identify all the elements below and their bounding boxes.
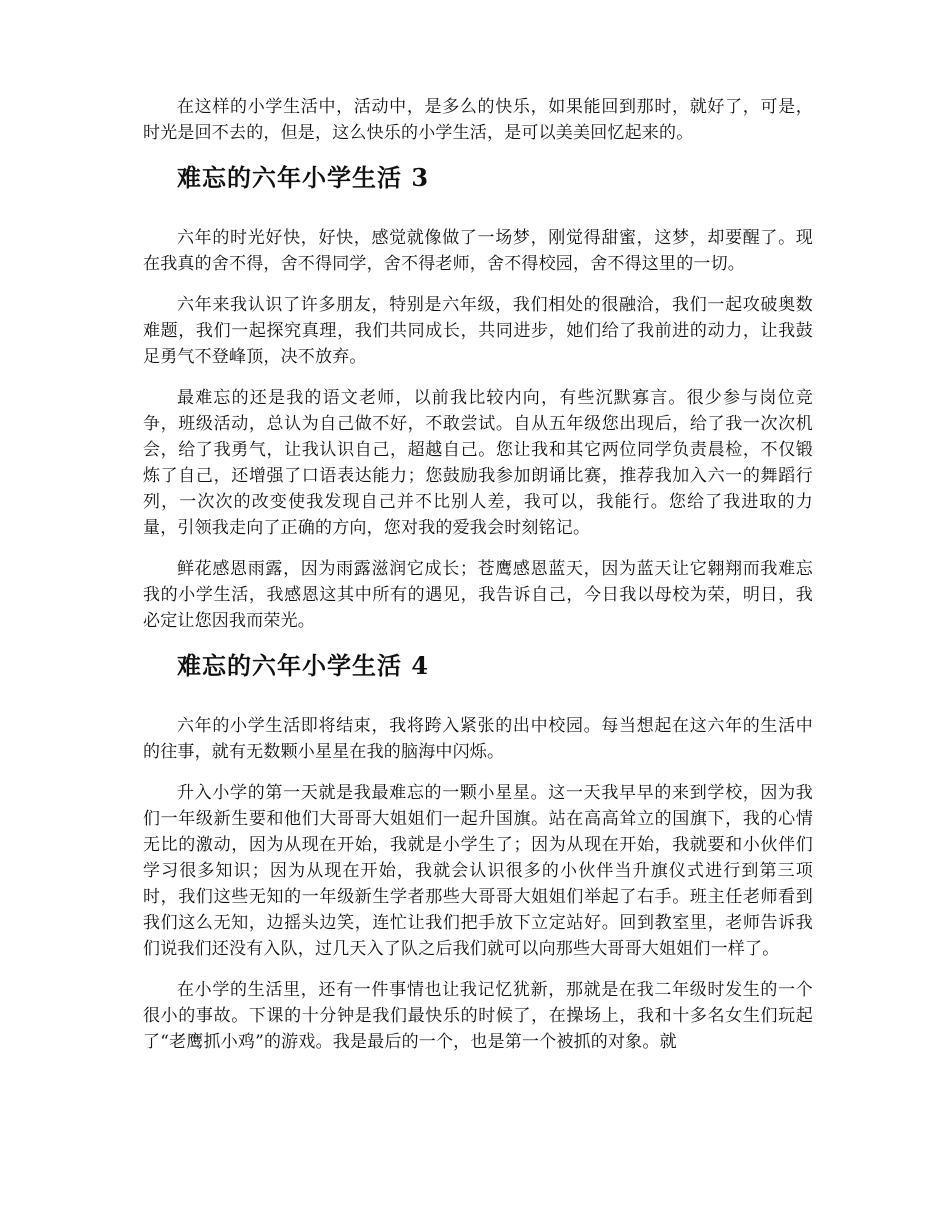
section-3-paragraph-1: 六年的时光好快，好快，感觉就像做了一场梦，刚觉得甜蜜，这梦，却要醒了。现在我真的舍不得，舍不得同学，舍不得老师，舍不得校园，舍不得这里的一切。: [143, 228, 813, 274]
intro-paragraph: 在这样的小学生活中，活动中，是多么的快乐，如果能回到那时，就好了，可是，时光是回不去的，但是，这么快乐的小学生活，是可以美美回忆起来的。: [143, 97, 813, 143]
document-body: [143, 94, 813, 1070]
section-3-paragraph-2: 六年来我认识了许多朋友，特别是六年级，我们相处的很融洽，我们一起攻破奥数难题，我们一起探究真理，我们共同成长，共同进步，她们给了我前进的动力，让我鼓足勇气不登峰顶，决不放弃。: [143, 295, 813, 367]
section-3-paragraph-4: 鲜花感恩雨露，因为雨露滋润它成长；苍鹰感恩蓝天，因为蓝天让它翱翔而我难忘我的小学生活，我感恩这其中所有的遇见，我告诉自己，今日我以母校为荣，明日，我必定让您因我而荣光。: [143, 559, 813, 631]
section-3-paragraph-3: 最难忘的还是我的语文老师，以前我比较内向，有些沉默寡言。很少参与岗位竞争，班级活动，总认为自己做不好，不敢尝试。自从五年级您出现后，给了我一次次机会，给了我勇气，让我认识自己，超越自己。您让我和其它两位同学负责晨检，不仅锻炼了自己，还增强了口语表达能力；您鼓励我参加朗诵比赛，推荐我加入六一的舞蹈行列，一次次的改变使我发现自己并不比别人差，我可以，我能行。您给了我进取的力量，引领我走向了正确的方向，您对我的爱我会时刻铭记。: [143, 388, 813, 538]
section-4-title: 难忘的六年小学生活 4: [177, 651, 430, 680]
section-4-paragraph-3: 在小学的生活里，还有一件事情也让我记忆犹新，那就是在我二年级时发生的一个很小的事故。下课的十分钟是我们最快乐的时候了，在操场上，我和十多名女生们玩起了“老鹰抓小鸡”的游戏。我是最后的一个，也是第一个被抓的对象。就: [143, 980, 813, 1052]
section-4-paragraph-2: 升入小学的第一天就是我最难忘的一颗小星星。这一天我早早的来到学校，因为我们一年级新生要和他们大哥哥大姐姐们一起升国旗。站在高高耸立的国旗下，我的心情无比的激动，因为从现在开始，我就是小学生了；因为从现在开始，我就要和小伙伴们学习很多知识；因为从现在开始，我就会认识很多的小伙伴当升旗仪式进行到第三项时，我们这些无知的一年级新生学者那些大哥哥大姐姐们举起了右手。班主任老师看到我们这么无知，边摇头边笑，连忙让我们把手放下立定站好。回到教室里，老师告诉我们说我们还没有入队，过几天入了队之后我们就可以向那些大哥哥大姐姐们一样了。: [143, 783, 813, 959]
section-4-paragraph-1: 六年的小学生活即将结束，我将跨入紧张的出中校园。每当想起在这六年的生活中的往事，就有无数颗小星星在我的脑海中闪烁。: [143, 716, 813, 762]
section-3-title: 难忘的六年小学生活 3: [177, 163, 430, 192]
